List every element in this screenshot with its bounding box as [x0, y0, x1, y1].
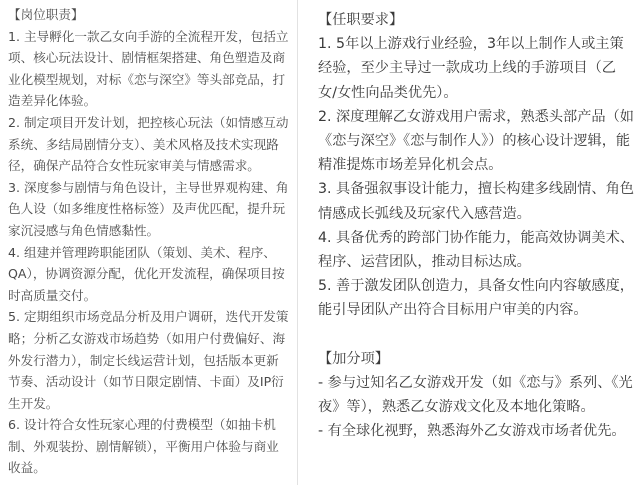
section-spacer	[318, 323, 634, 347]
responsibility-item: 3. 深度参与剧情与角色设计，主导世界观构建、角色人设（如多维度性格标签）及声优匹配，提升玩家沉浸感与角色情感黏性。	[8, 179, 289, 238]
requirement-item: 2. 深度理解乙女游戏用户需求，熟悉头部产品（如《恋与深空》《恋与制作人》）的核心设计逻辑，能精准提炼市场差异化机会点。	[318, 108, 634, 174]
job-responsibilities-panel	[0, 0, 297, 485]
bonus-item: - 参与过知名乙女游戏开发（如《恋与》系列、《光夜》等），熟悉乙女游戏文化及本地化策略。	[318, 374, 633, 416]
responsibilities-title: 【岗位职责】	[8, 7, 84, 22]
requirement-item: 4. 具备优秀的跨部门协作能力，能高效协调美术、程序、运营团队，推动目标达成。	[318, 229, 634, 271]
requirement-item: 1. 5年以上游戏行业经验，3年以上制作人或主策经验，至少主导过一款成功上线的手游项目（乙女/女性向品类优先）。	[318, 36, 624, 101]
bonus-title: 【加分项】	[318, 350, 389, 367]
responsibility-item: 4. 组建并管理跨职能团队（策划、美术、程序、QA），协调资源分配，优化开发流程，确保项目按时高质量交付。	[8, 244, 285, 303]
responsibility-item: 6. 设计符合女性玩家心理的付费模型（如抽卡机制、外观装扮、剧情解锁），平衡用户体验与商业收益。	[8, 417, 279, 476]
responsibility-item: 2. 制定项目开发计划，把控核心玩法（如情感互动系统、多结局剧情分支）、美术风格及技术实现路径，确保产品符合女性玩家审美与情感需求。	[8, 114, 289, 174]
responsibility-item: 5. 定期组织市场竞品分析及用户调研，迭代开发策略；分析乙女游戏市场趋势（如用户付费偏好、海外发行潜力），制定长线运营计划，包括版本更新节奏、活动设计（如节日限定剧情、卡面）及IP衍生开发。	[8, 309, 289, 411]
bonus-item: - 有全球化视野，熟悉海外乙女游戏市场者优先。	[318, 423, 626, 440]
requirements-title: 【任职要求】	[318, 12, 404, 28]
responsibility-item: 1. 主导孵化一款乙女向手游的全流程开发，包括立项、核心玩法设计、剧情框架搭建、角色塑造及商业化模型规划，对标《恋与深空》等头部竞品，打造差异化体验。	[8, 28, 289, 109]
job-requirements-panel	[298, 0, 642, 485]
requirement-item: 5. 善于激发团队创造力，具备女性向内容敏感度，能引导团队产出符合目标用户审美的内容。	[318, 278, 634, 319]
requirement-item: 3. 具备强叙事设计能力，擅长构建多线剧情、角色情感成长弧线及玩家代入感营造。	[318, 181, 634, 222]
